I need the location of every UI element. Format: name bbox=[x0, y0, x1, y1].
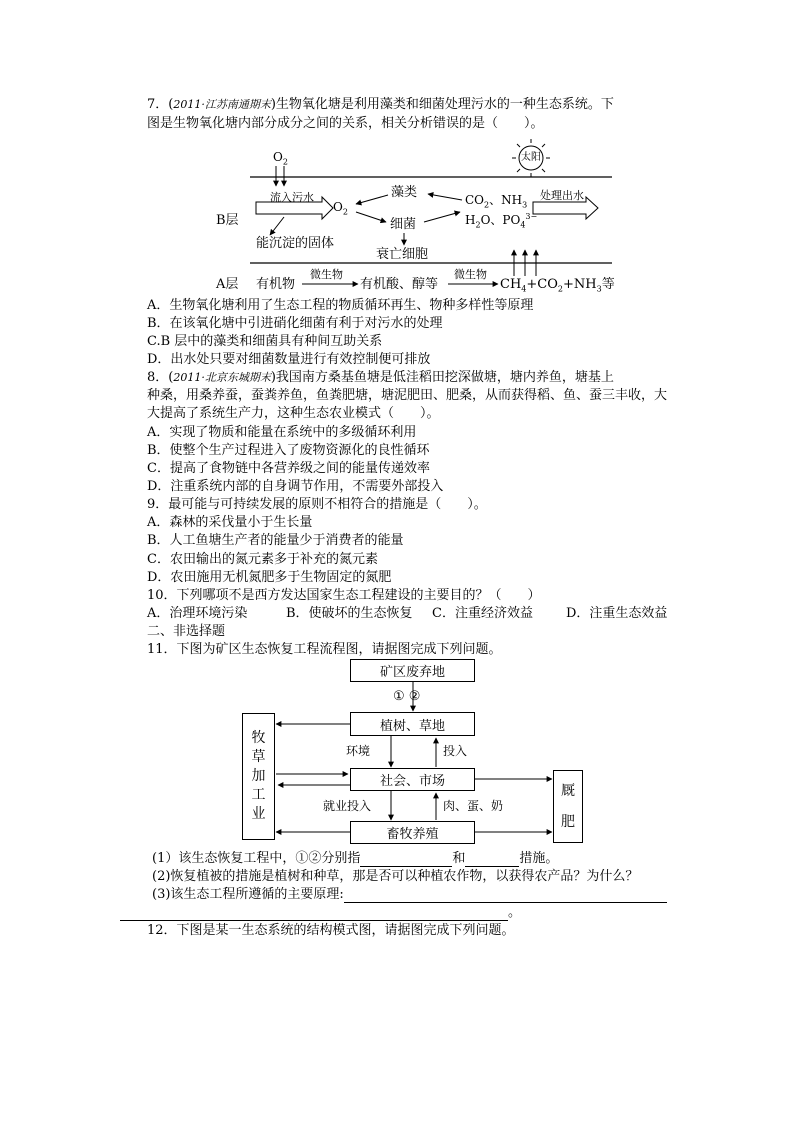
q8-line1: 8．(2011·北京东城期末)我国南方桑基鱼塘是低洼稻田挖深做塘，塘内养鱼，塘基上 bbox=[147, 370, 614, 385]
q8-line3: 大提高了系统生产力，这种生态农业模式（ ）。 bbox=[147, 406, 440, 421]
inflow-label: 流入污水 bbox=[270, 191, 314, 204]
society-box: 社会、市场 bbox=[350, 768, 475, 791]
manure-box: 厩 肥 bbox=[553, 770, 583, 843]
q10-option-a: A．治理环境污染 bbox=[147, 606, 248, 621]
dead-cells-label: 衰亡细胞 bbox=[376, 247, 429, 262]
forage-box: 牧 草 加 工 业 bbox=[242, 713, 275, 840]
o2-top-label: $O_2$ bbox=[273, 150, 288, 167]
q9-option-a: A．森林的采伐量小于生长量 bbox=[147, 515, 313, 530]
answer-blank-3[interactable] bbox=[344, 902, 667, 903]
q7-option-d: D．出水处只要对细菌数量进行有效控制便可排放 bbox=[147, 352, 431, 367]
layer-b-label: B层 bbox=[216, 213, 239, 228]
q8-option-d: D．注重系统内部的自身调节作用，不需要外部投入 bbox=[147, 479, 444, 494]
q10-stem: 10．下列哪项不是西方发达国家生态工程建设的主要目的？（ ） bbox=[147, 588, 541, 603]
q7-option-c: C.B 层中的藻类和细菌具有种间互助关系 bbox=[147, 334, 383, 349]
solid-label: 能沉淀的固体 bbox=[256, 236, 335, 251]
answer-blank-4[interactable] bbox=[120, 920, 508, 921]
answer-blank-2[interactable] bbox=[465, 866, 519, 867]
q8-option-a: A．实现了物质和能量在系统中的多级循环利用 bbox=[147, 425, 417, 440]
q11-sub3: (3)该生态工程所遵循的主要原理: bbox=[152, 886, 667, 903]
q8-source: 2011·北京东城期末 bbox=[173, 371, 271, 384]
meat-label: 肉、蛋、奶 bbox=[443, 799, 504, 813]
q7-line2: 图是生物氧化塘内部分成分之间的关系，相关分析错误的是（ ）。 bbox=[147, 116, 544, 131]
q10-option-d: D．注重生态效益 bbox=[566, 606, 668, 621]
q11-stem: 11．下图为矿区生态恢复工程流程图，请据图完成下列问题。 bbox=[147, 642, 502, 657]
sun-label: 太阳 bbox=[521, 152, 541, 163]
q9-stem: 9．最可能与可持续发展的原则不相符合的措施是（ ）。 bbox=[147, 497, 487, 512]
q7-option-a: A．生物氧化塘利用了生态工程的物质循环再生、物种多样性等原理 bbox=[147, 298, 534, 313]
q10-option-c: C．注重经济效益 bbox=[432, 606, 533, 621]
q9-option-d: D．农田施用无机氮肥多于生物固定的氮肥 bbox=[147, 570, 392, 585]
co2-nh3-label: $CO_2$、$NH_3$ bbox=[465, 193, 528, 210]
q11-sub1: (1）该生态恢复工程中，①②分别指 和 措施。 bbox=[152, 851, 559, 866]
microbe2-label: 微生物 bbox=[454, 268, 487, 281]
q10-option-b: B．使破坏的生态恢复 bbox=[286, 606, 413, 621]
algae-label: 藻类 bbox=[391, 185, 418, 200]
section-heading: 二、非选择题 bbox=[147, 624, 226, 639]
q7-number: 7．( bbox=[147, 97, 174, 112]
organic-label: 有机物 bbox=[256, 277, 296, 292]
trees-box: 植树、草地 bbox=[350, 712, 475, 736]
steps-label: ① ② bbox=[393, 689, 421, 704]
answer-blank-1[interactable] bbox=[360, 866, 452, 867]
bacteria-label: 细菌 bbox=[390, 217, 417, 232]
q7-stem-part1: )生物氧化塘是利用藻类和细菌处理污水的一种生态系统。下 bbox=[270, 97, 614, 112]
outflow-label: 处理出水 bbox=[540, 189, 584, 202]
q12-stem: 12．下图是某一生态系统的结构模式图，请据图完成下列问题。 bbox=[147, 923, 515, 938]
invest-label: 投入 bbox=[443, 744, 468, 758]
q9-option-b: B．人工鱼塘生产者的能量少于消费者的能量 bbox=[147, 533, 404, 548]
q8-option-b: B．使整个生产过程进入了废物资源化的良性循环 bbox=[147, 443, 430, 458]
q11-sub2: (2)恢复植被的措施是植树和种草，那是否可以种植农作物，以获得农产品？为什么？ bbox=[152, 869, 639, 884]
mine-box: 矿区废弃地 bbox=[350, 659, 475, 682]
layer-a-label: A层 bbox=[216, 277, 239, 292]
livestock-box: 畜牧养殖 bbox=[350, 821, 475, 844]
q11-sub3-line2: 。 bbox=[120, 904, 521, 921]
q8-option-c: C．提高了食物链中各营养级之间的能量传递效率 bbox=[147, 461, 430, 476]
products-label: $CH_4+CO_2+NH_3$等 bbox=[500, 277, 615, 294]
employ-label: 就业投入 bbox=[323, 799, 372, 813]
acids-label: 有机酸、醇等 bbox=[360, 277, 439, 292]
h2o-po4-label: $H_2O$、$PO_4^{3-}$ bbox=[465, 212, 538, 230]
q7-option-b: B．在该氧化塘中引进硝化细菌有利于对污水的处理 bbox=[147, 316, 443, 331]
q9-option-c: C．农田输出的氮元素多于补充的氮元素 bbox=[147, 552, 378, 567]
microbe1-label: 微生物 bbox=[310, 268, 343, 281]
o2-mid-label: $O_2$ bbox=[333, 200, 348, 217]
q8-line2: 种桑，用桑养蚕，蚕粪养鱼，鱼粪肥塘，塘泥肥田、肥桑，从而获得稻、鱼、蚕三丰收，大 bbox=[147, 388, 668, 403]
q7-source: 2011·江苏南通期末 bbox=[173, 98, 271, 111]
env-label: 环境 bbox=[346, 744, 371, 758]
